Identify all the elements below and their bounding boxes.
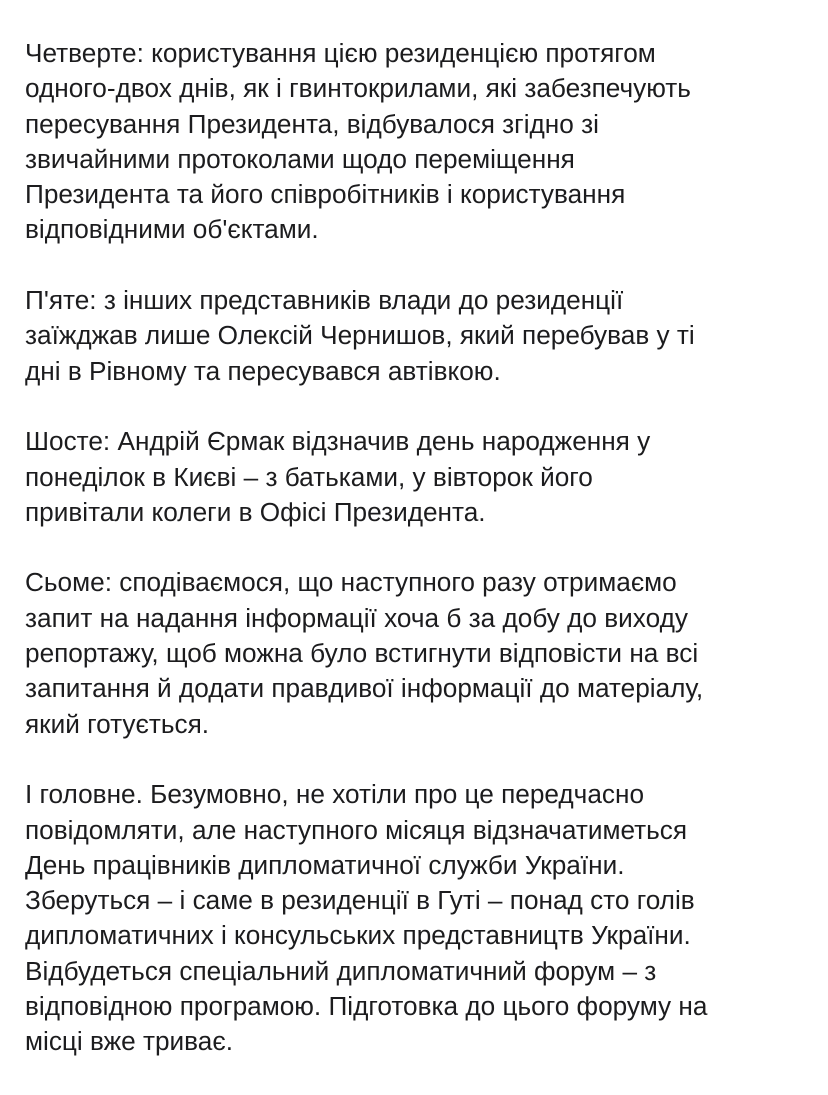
paragraph-sixth	[25, 424, 815, 530]
text-line: звичайними протоколами щодо переміщення	[25, 143, 575, 174]
text-line: Сьоме: сподіваємося, що наступного разу отримаємо	[25, 567, 677, 598]
paragraph-seventh	[25, 565, 815, 741]
text-line: понеділок в Києві – з батьками, у вівторок його	[25, 461, 593, 492]
text-line: заїжджав лише Олексій Чернишов, який перебував у ті	[25, 320, 695, 351]
text-line: Четверте: користування цією резиденцією протягом	[25, 38, 656, 68]
text-line: День працівників дипломатичної служби України.	[25, 849, 625, 880]
text-line: пересування Президента, відбувалося згідно зі	[25, 108, 599, 139]
text-line: Відбудеться спеціальний дипломатичний форум – з	[25, 955, 657, 986]
text-line: відповідними об'єктами.	[25, 214, 319, 245]
text-line: запит на надання інформації хоча б за добу до виходу	[25, 602, 688, 633]
paragraph-fourth	[25, 36, 815, 248]
paragraph-main	[25, 777, 815, 1059]
text-line: Зберуться – і саме в резиденції в Гуті – понад сто голів	[25, 885, 695, 916]
text-line: Шосте: Андрій Єрмак відзначив день народження у	[25, 426, 651, 457]
text-line: дипломатичних і консульських представництв України.	[25, 920, 691, 951]
text-line: одного-двох днів, як і гвинтокрилами, які забезпечують	[25, 73, 691, 104]
text-line: П'яте: з інших представників влади до резиденції	[25, 285, 624, 316]
text-line: який готується.	[25, 708, 210, 739]
text-line: І головне. Безумовно, не хотіли про це передчасно	[25, 779, 645, 810]
text-line: репортажу, щоб можна було встигнути відповісти на всі	[25, 638, 699, 669]
text-line: запитання й додати правдивої інформації до матеріалу,	[25, 673, 704, 704]
paragraph-fifth	[25, 283, 815, 389]
text-line: місці вже триває.	[25, 1026, 233, 1057]
text-line: дні в Рівному та пересувався автівкою.	[25, 355, 501, 386]
document-body	[25, 36, 815, 1095]
text-line: повідомляти, але наступного місяця відзначатиметься	[25, 814, 688, 845]
text-line: відповідною програмою. Підготовка до цього форуму на	[25, 991, 708, 1022]
text-line: Президента та його співробітників і користування	[25, 179, 626, 210]
text-line: привітали колеги в Офісі Президента.	[25, 496, 486, 527]
